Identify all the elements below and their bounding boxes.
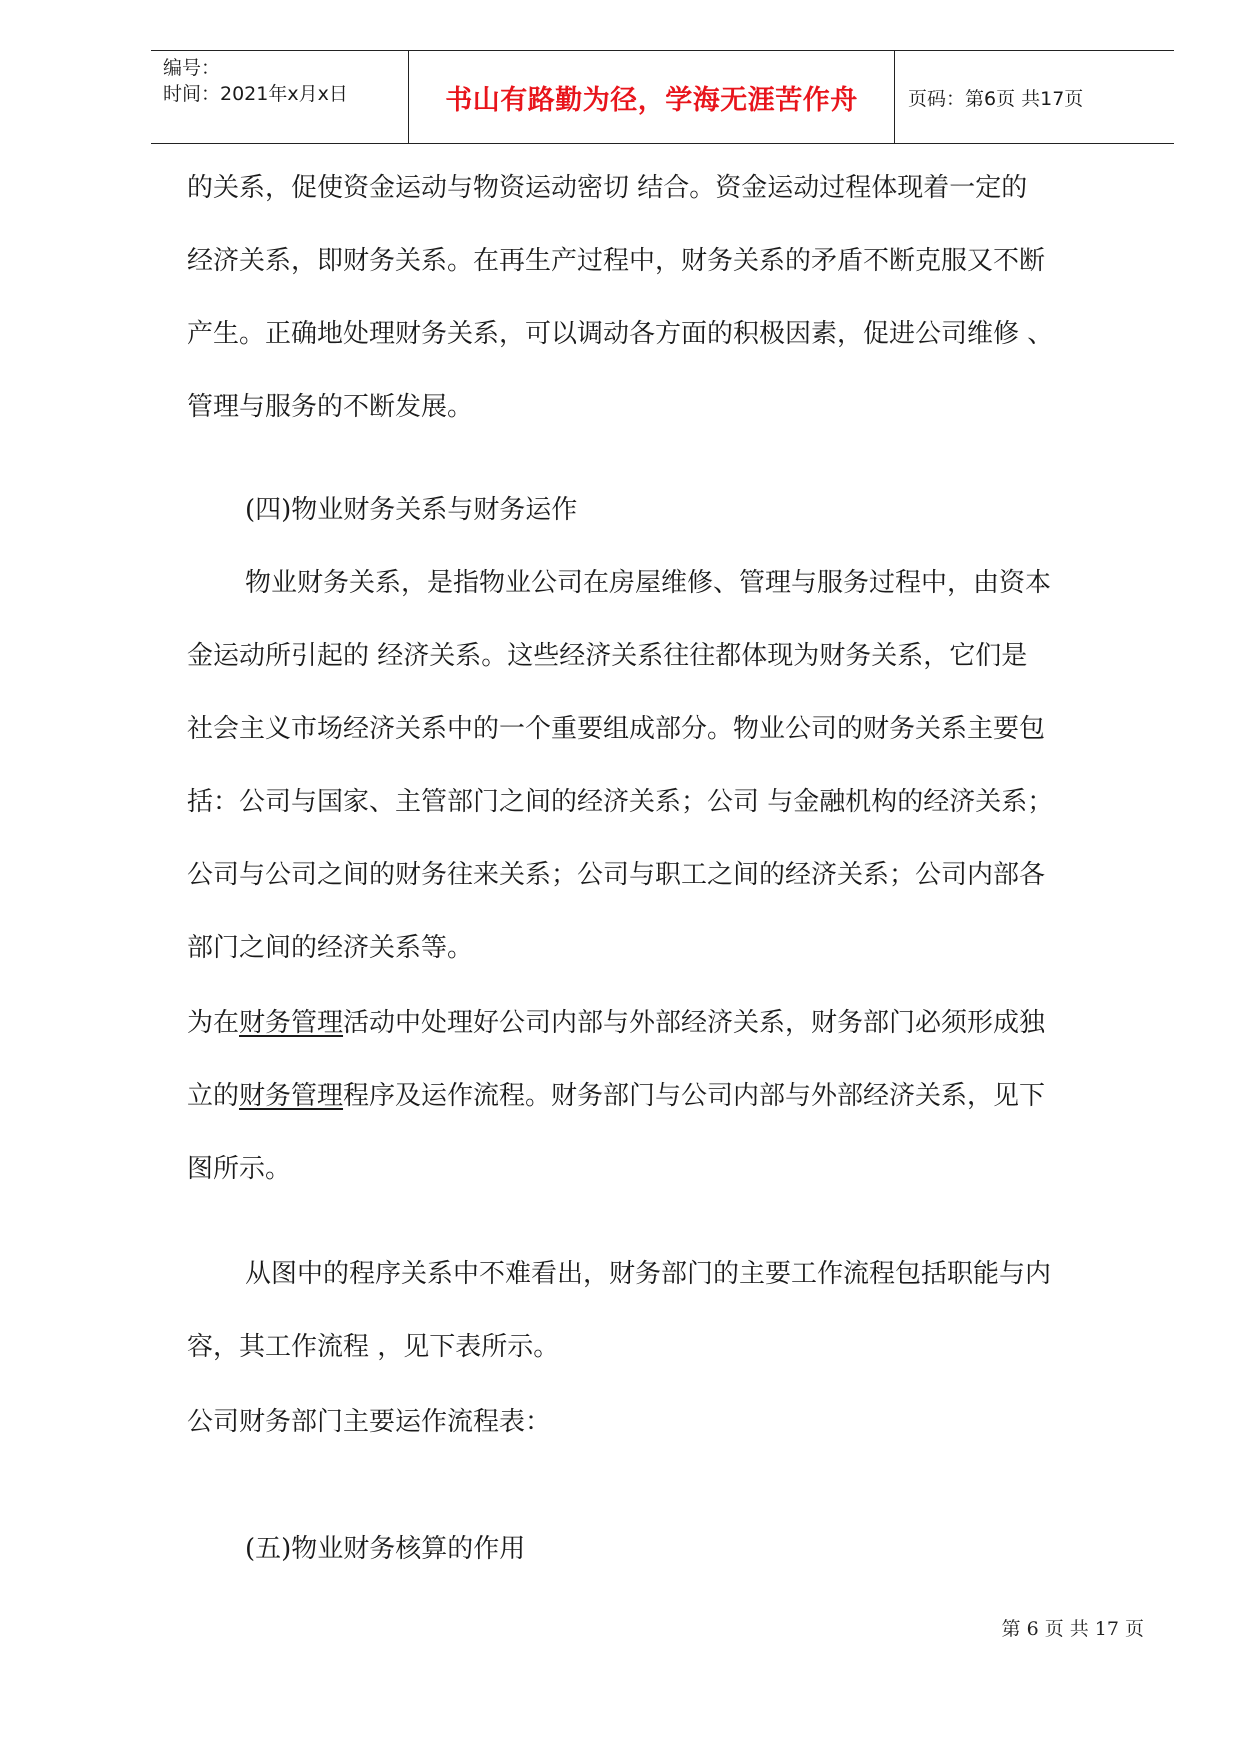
text-line: 物业财务关系，是指物业公司在房屋维修、管理与服务过程中，由资本 <box>245 568 1052 598</box>
paragraph-2 <box>187 547 1147 985</box>
text-line: 产生。正确地处理财务关系，可以调动各方面的积极因素，促进公司维修 、 <box>187 319 1054 349</box>
heading-text: (四)物业财务关系与财务运作 <box>245 495 578 525</box>
text-line: 的关系，促使资金运动与物资运动密切 结合。资金运动过程体现着一定的 <box>187 173 1028 203</box>
text-line: 社会主义市场经济关系中的一个重要组成部分。物业公司的财务关系主要包 <box>187 714 1046 744</box>
text-segment: 为在 <box>187 1008 240 1038</box>
paragraph-4 <box>187 1238 1147 1384</box>
heading-text: (五)物业财务核算的作用 <box>245 1534 526 1564</box>
text-segment: 立的 <box>187 1081 240 1111</box>
header-meta <box>151 51 409 143</box>
text-segment: 程序及运作流程。财务部门与公司内部与外部经济关系，见下 <box>343 1081 1046 1111</box>
number-label: 编号： <box>163 57 221 79</box>
page-footer <box>1002 1614 1144 1641</box>
header-motto-cell <box>409 51 895 143</box>
text-line: 部门之间的经济关系等。 <box>187 933 474 963</box>
text-line: 图所示。 <box>187 1154 292 1184</box>
finance-management-link[interactable]: 财务管理 <box>239 1081 344 1111</box>
text-line: 管理与服务的不断发展。 <box>187 392 474 422</box>
text-line: 经济关系，即财务关系。在再生产过程中，财务关系的矛盾不断克服又不断 <box>187 246 1046 276</box>
section-heading-4 <box>187 474 1147 547</box>
motto: 书山有路勤为径，学海无涯苦作舟 <box>445 84 858 116</box>
finance-management-link[interactable]: 财务管理 <box>239 1008 344 1038</box>
page-info: 页码：第6页 共17页 <box>908 87 1084 110</box>
text-line <box>187 987 1147 1060</box>
paragraph-3 <box>187 987 1147 1206</box>
time-label: 时间：2021年x月x日 <box>163 83 348 105</box>
text-line: 金运动所引起的 经济关系。这些经济关系往往都体现为财务关系，它们是 <box>187 641 1028 671</box>
text-line: 容，其工作流程 ，见下表所示。 <box>187 1332 560 1362</box>
text-line: 括：公司与国家、主管部门之间的经济关系；公司 与金融机构的经济关系； <box>187 787 1054 817</box>
paragraph-1 <box>187 152 1147 444</box>
text-line <box>187 1060 1147 1133</box>
text-segment: 活动中处理好公司内部与外部经济关系，财务部门必须形成独 <box>343 1008 1046 1038</box>
header-page-info <box>894 51 1174 143</box>
section-heading-5 <box>187 1513 1147 1586</box>
text-line: 公司与公司之间的财务往来关系；公司与职工之间的经济关系；公司内部各 <box>187 860 1046 890</box>
paragraph-5 <box>187 1386 1147 1459</box>
footer-page-number: 第 6 页 共 17 页 <box>1001 1618 1144 1640</box>
text-line: 公司财务部门主要运作流程表： <box>187 1407 552 1437</box>
text-line: 从图中的程序关系中不难看出，财务部门的主要工作流程包括职能与内 <box>245 1259 1052 1289</box>
page-header <box>151 50 1174 144</box>
